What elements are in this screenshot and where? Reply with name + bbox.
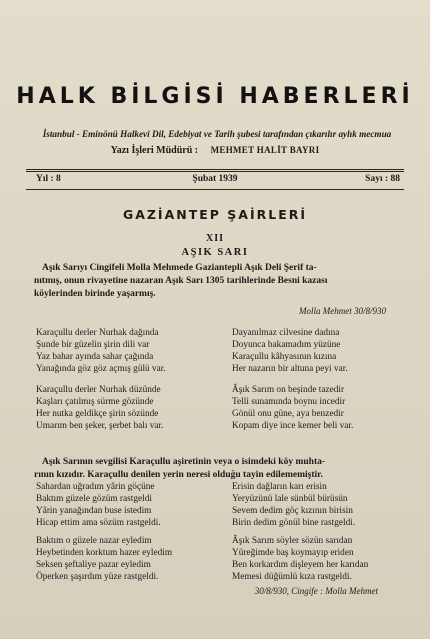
intro-line: köylerinden birinde yaşarmış.	[34, 289, 156, 299]
poem1-stanza-left-b	[36, 384, 163, 432]
verse-line: Sevem dedim göç kızının birisin	[232, 506, 353, 516]
verse-line: Memesi düğümlü kıza rastgeldi.	[232, 572, 352, 582]
verse-line: Umarım ben şeker, şerbet balı var.	[36, 421, 164, 431]
poem1-stanza-left-a	[36, 327, 166, 375]
verse-line: Kaşları çatılmış sürme gözünde	[36, 397, 154, 407]
verse-line: Hicap ettim ama sözüm rastgeldi.	[36, 518, 161, 528]
verse-line: Baktım güzele gözüm rastgeldi	[36, 494, 152, 504]
intro-paragraph	[34, 262, 406, 301]
verse-line: Her nazarın bir altuna peyi var.	[232, 364, 348, 374]
editor-label: Yazı İşleri Müdürü :	[110, 145, 199, 156]
poem1-stanza-right-a	[232, 327, 348, 375]
poem2-stanza-right-b	[232, 535, 368, 583]
verse-line: Telli sunamında boynu incedir	[232, 397, 346, 407]
masthead-title: HALK BİLGİSİ HABERLERİ	[16, 84, 414, 109]
verse-line: Doyunca bakamadım yüzüne	[232, 340, 341, 350]
verse-line: Yeryüzünü lale sünbül bürüsün	[232, 494, 348, 504]
issue-year: Yıl : 8	[36, 174, 61, 184]
poem2-stanza-left-a	[36, 481, 161, 529]
intro-line: nıtmış, onun rivayetine nazaran Aşık Sarı 1305 tarihlerinde Besni kazası	[34, 276, 328, 286]
signature-1: Molla Mehmet 30/8/930	[299, 306, 386, 316]
verse-line: Yüreğimde baş koymayıp eriden	[232, 548, 354, 558]
poem1-stanza-right-b	[232, 384, 353, 432]
verse-line: Sahardan uğradım yârin göçüne	[36, 482, 155, 492]
poet-title: AŞIK SARI	[181, 247, 249, 258]
verse-line: Ben korkardım dişleyem her karıdan	[232, 560, 369, 570]
verse-line: Yaz bahar ayında sahar çağında	[36, 352, 154, 362]
verse-line: Karaçullu kâhyasının kızına	[232, 352, 337, 362]
note-paragraph	[34, 456, 406, 482]
verse-line: Âşık Sarım on beşinde tazedir	[232, 385, 345, 395]
verse-line: Öperken şaşırdım yüze rastgeldi.	[36, 572, 159, 582]
verse-line: Baktım o güzele nazar eyledim	[36, 536, 152, 546]
section-title: GAZİANTEP ŞAİRLERİ	[122, 207, 308, 222]
verse-line: Âşık Sarım söyler sözün sarıdan	[232, 536, 353, 546]
note-line: Aşık Sarının sevgilisi Karaçullu aşiretinin veya o isimdeki köy muhta-	[42, 457, 326, 467]
verse-line: Karaçullu derler Nurhak dağında	[36, 328, 159, 338]
verse-line: Her nutka geldikçe şirin sözünde	[36, 409, 159, 419]
verse-line: Karaçullu derler Nurhak düzünde	[36, 385, 161, 395]
poem2-stanza-right-a	[232, 481, 355, 529]
verse-line: Heybetinden korktum hazer eyledim	[36, 548, 173, 558]
divider-top	[26, 169, 404, 170]
issue-number: Sayı : 88	[365, 174, 400, 184]
verse-line: Erisin dağların karı erisin	[232, 482, 327, 492]
verse-line: Gönül onu güne, aya benzedir	[232, 409, 344, 419]
section-number: XII	[205, 233, 224, 244]
editor-line	[0, 145, 430, 156]
intro-line: Aşık Sarıyı Cingifeli Molla Mehmede Gaziantepli Aşık Deli Şerif ta-	[42, 263, 317, 273]
verse-line: Şunde bir güzelin şirin dili var	[36, 340, 150, 350]
verse-line: Yârin yanağından buse istedim	[36, 506, 152, 516]
divider-top-thin	[26, 171, 404, 172]
verse-line: Seksen şeftaliye pazar eyledim	[36, 560, 151, 570]
divider-bottom	[26, 189, 404, 190]
verse-line: Birin dedim gönül bine rastgeldi.	[232, 518, 356, 528]
editor-name: MEHMET HALİT BAYRI	[210, 145, 320, 155]
verse-line: Dayanılmaz cilvesine dadına	[232, 328, 340, 338]
publisher-line: İstanbul - Eminönü Halkevi Dil, Edebiyat ve Tarih şubesi tarafından çıkarılır aylık mecmua	[42, 129, 392, 139]
note-line: rının kızıdır. Karaçullu denilen yerin neresi olduğu tayin edilememiştir.	[34, 470, 323, 480]
issue-date: Şubat 1939	[192, 174, 238, 184]
signature-2: 30/8/930, Cingife : Molla Mehmet	[254, 586, 378, 596]
poem2-stanza-left-b	[36, 535, 172, 583]
verse-line: Kopam diye ince kemer beli var.	[232, 421, 354, 431]
verse-line: Yanağında göz göz açmış gülü var.	[36, 364, 166, 374]
